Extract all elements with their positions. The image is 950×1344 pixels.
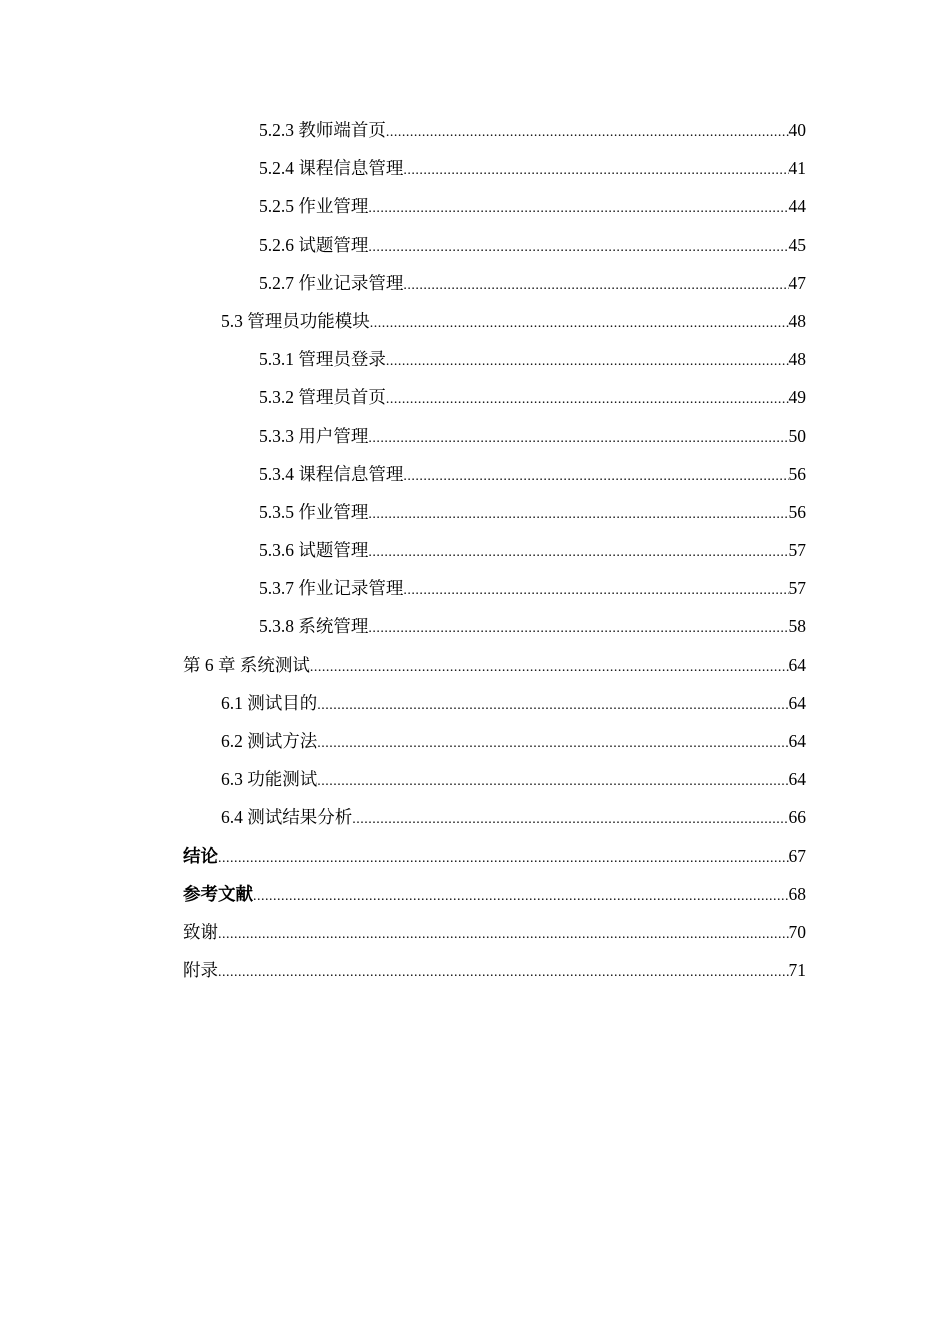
toc-entry-title: 第 6 章 系统测试 bbox=[183, 654, 310, 675]
toc-dot-leader bbox=[368, 190, 788, 228]
toc-entry[interactable] bbox=[183, 531, 806, 569]
toc-dot-leader bbox=[368, 496, 788, 534]
toc-entry[interactable] bbox=[183, 417, 806, 455]
table-of-contents bbox=[183, 111, 806, 989]
toc-entry-title: 5.3.8 系统管理 bbox=[259, 616, 369, 637]
toc-entry-title: 6.3 功能测试 bbox=[221, 769, 318, 790]
toc-entry-page: 70 bbox=[788, 921, 806, 942]
toc-entry-title: 5.2.3 教师端首页 bbox=[259, 120, 386, 140]
toc-entry-title: 6.1 测试目的 bbox=[221, 692, 318, 713]
toc-dot-leader bbox=[218, 840, 789, 878]
toc-entry[interactable] bbox=[183, 455, 806, 493]
toc-entry-title: 5.3.2 管理员首页 bbox=[259, 387, 386, 408]
toc-entry-title: 5.3.5 作业管理 bbox=[259, 501, 369, 522]
toc-dot-leader bbox=[352, 801, 788, 839]
toc-entry[interactable] bbox=[183, 798, 806, 836]
toc-entry-page: 48 bbox=[788, 349, 806, 370]
toc-entry-title: 5.3.1 管理员登录 bbox=[259, 349, 386, 370]
toc-dot-leader bbox=[218, 916, 789, 954]
toc-entry-title: 5.3.7 作业记录管理 bbox=[259, 578, 404, 599]
toc-entry-page: 67 bbox=[788, 845, 806, 866]
toc-entry-page: 56 bbox=[788, 501, 806, 522]
toc-entry[interactable] bbox=[183, 111, 806, 149]
toc-dot-leader bbox=[253, 878, 789, 916]
toc-dot-leader bbox=[218, 954, 789, 992]
toc-dot-leader bbox=[368, 229, 788, 267]
toc-entry-title: 5.3 管理员功能模块 bbox=[221, 310, 370, 331]
toc-entry[interactable] bbox=[183, 760, 806, 798]
toc-entry-page: 71 bbox=[788, 960, 806, 981]
toc-dot-leader bbox=[403, 267, 788, 305]
toc-entry[interactable] bbox=[183, 493, 806, 531]
toc-entry[interactable] bbox=[183, 646, 806, 684]
toc-entry-title: 5.3.6 试题管理 bbox=[259, 540, 369, 561]
toc-entry-page: 41 bbox=[788, 158, 806, 179]
toc-entry-title: 5.2.6 试题管理 bbox=[259, 234, 369, 255]
toc-entry[interactable] bbox=[183, 187, 806, 225]
toc-entry[interactable] bbox=[183, 913, 806, 951]
toc-entry-page: 64 bbox=[788, 654, 806, 675]
toc-entry-page: 57 bbox=[788, 540, 806, 561]
toc-entry-title: 5.2.5 作业管理 bbox=[259, 196, 369, 217]
toc-entry-page: 56 bbox=[788, 463, 806, 484]
toc-entry-page: 45 bbox=[788, 234, 806, 255]
toc-entry[interactable] bbox=[183, 340, 806, 378]
toc-entry[interactable] bbox=[183, 569, 806, 607]
toc-dot-leader bbox=[386, 343, 789, 381]
toc-entry-page: 44 bbox=[788, 196, 806, 217]
toc-entry[interactable] bbox=[183, 607, 806, 645]
toc-entry[interactable] bbox=[183, 684, 806, 722]
toc-entry-title: 5.3.3 用户管理 bbox=[259, 425, 369, 446]
toc-dot-leader bbox=[386, 114, 789, 152]
toc-dot-leader bbox=[317, 687, 788, 725]
toc-entry-title: 附录 bbox=[183, 960, 218, 981]
toc-dot-leader bbox=[368, 420, 788, 458]
toc-entry-title: 5.2.4 课程信息管理 bbox=[259, 158, 404, 179]
toc-entry-title: 6.4 测试结果分析 bbox=[221, 807, 353, 828]
toc-entry[interactable] bbox=[183, 226, 806, 264]
toc-entry[interactable] bbox=[183, 149, 806, 187]
toc-dot-leader bbox=[370, 305, 789, 343]
toc-entry[interactable] bbox=[183, 837, 806, 875]
toc-entry[interactable] bbox=[183, 302, 806, 340]
toc-dot-leader bbox=[368, 610, 788, 648]
toc-entry-title: 5.2.7 作业记录管理 bbox=[259, 272, 404, 293]
toc-entry-page: 58 bbox=[788, 616, 806, 637]
toc-entry[interactable] bbox=[183, 378, 806, 416]
toc-entry-title: 致谢 bbox=[183, 921, 218, 942]
toc-dot-leader bbox=[368, 534, 788, 572]
toc-entry-page: 48 bbox=[788, 310, 806, 331]
toc-entry[interactable] bbox=[183, 264, 806, 302]
toc-entry-page: 40 bbox=[788, 120, 806, 140]
toc-entry-page: 64 bbox=[788, 769, 806, 790]
toc-entry-page: 49 bbox=[788, 387, 806, 408]
toc-entry-title: 5.3.4 课程信息管理 bbox=[259, 463, 404, 484]
toc-entry-page: 66 bbox=[788, 807, 806, 828]
toc-dot-leader bbox=[386, 381, 789, 419]
toc-entry-page: 68 bbox=[788, 883, 806, 904]
toc-dot-leader bbox=[403, 572, 788, 610]
toc-entry[interactable] bbox=[183, 875, 806, 913]
toc-dot-leader bbox=[403, 458, 788, 496]
toc-dot-leader bbox=[317, 763, 788, 801]
toc-entry-page: 57 bbox=[788, 578, 806, 599]
toc-entry-page: 64 bbox=[788, 731, 806, 751]
toc-entry-title: 结论 bbox=[183, 845, 218, 866]
toc-entry[interactable] bbox=[183, 951, 806, 989]
toc-dot-leader bbox=[403, 152, 788, 190]
toc-entry-title: 参考文献 bbox=[183, 883, 253, 904]
toc-entry-page: 50 bbox=[788, 425, 806, 446]
toc-dot-leader bbox=[310, 649, 789, 687]
toc-dot-leader bbox=[317, 725, 788, 763]
toc-entry-page: 47 bbox=[788, 272, 806, 293]
toc-entry-title: 6.2 测试方法 bbox=[221, 731, 318, 751]
toc-entry[interactable] bbox=[183, 722, 806, 760]
toc-entry-page: 64 bbox=[788, 692, 806, 713]
